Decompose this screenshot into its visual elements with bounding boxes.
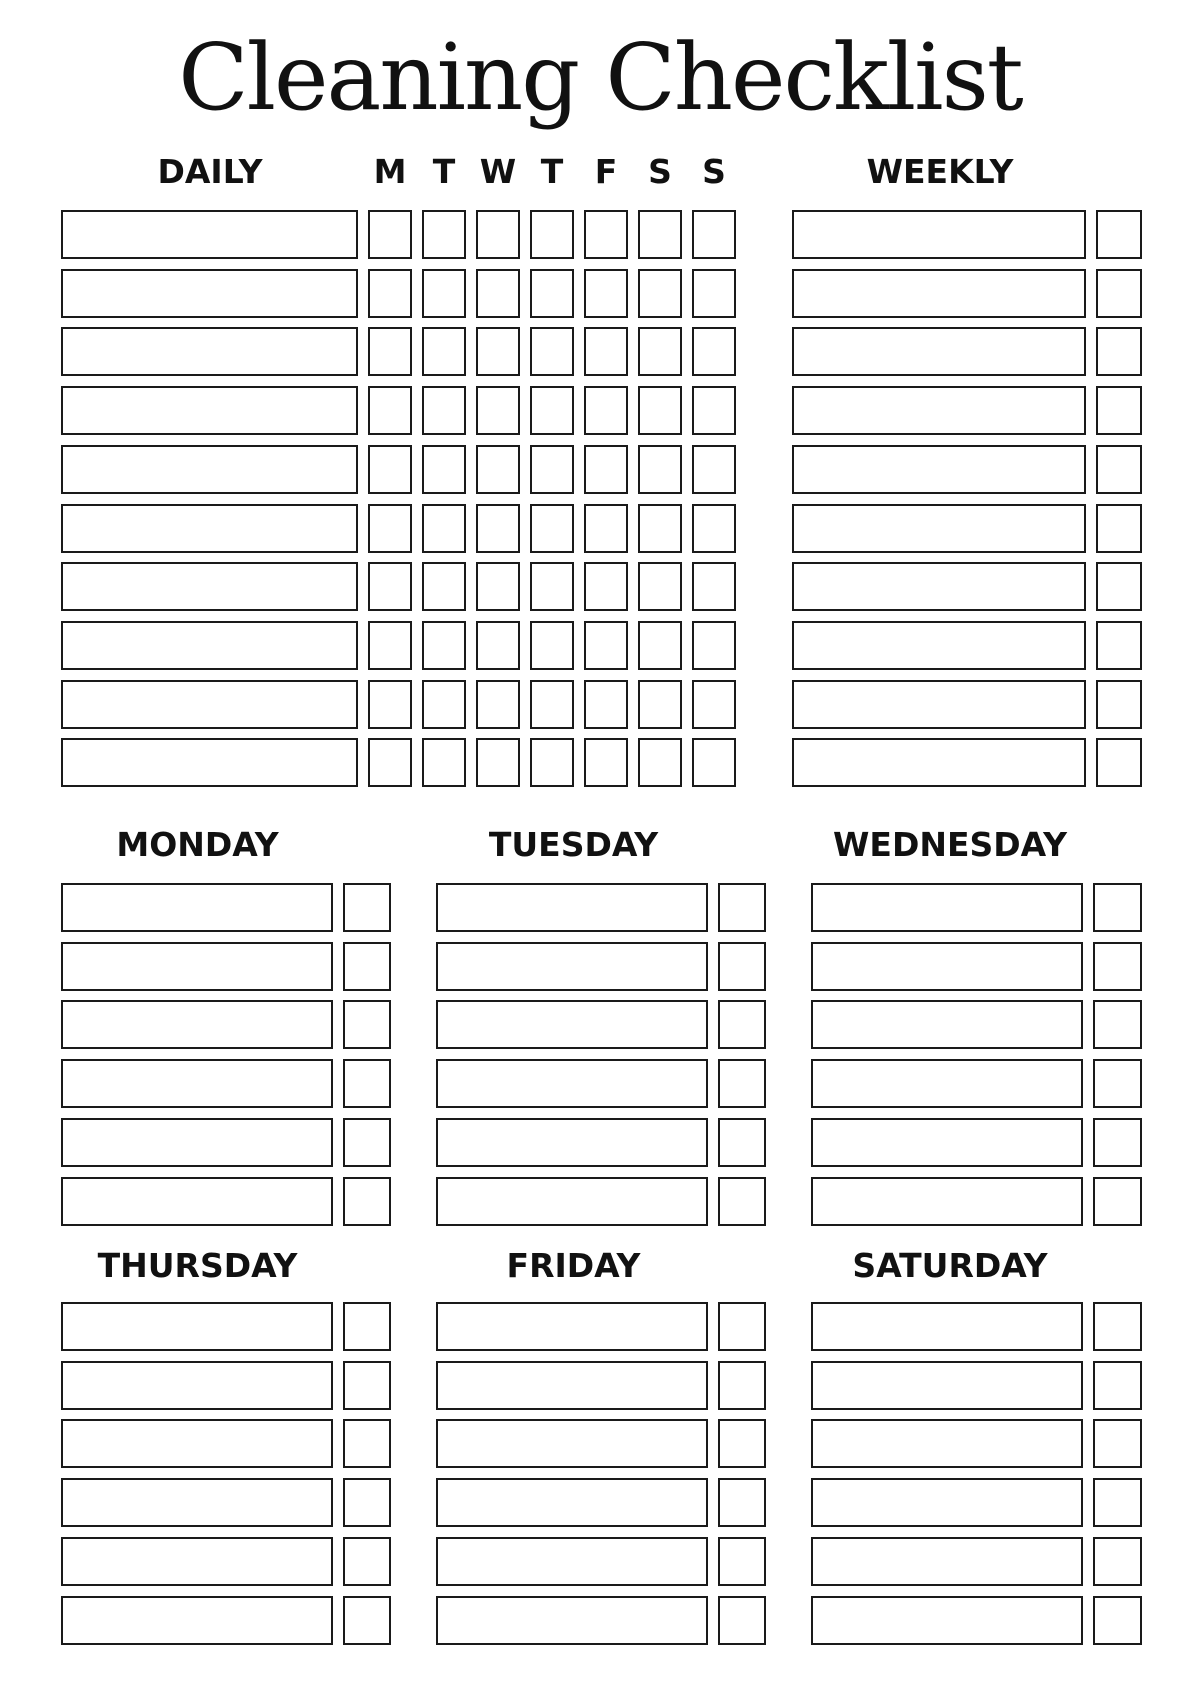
tuesday-task-field[interactable] — [436, 1059, 708, 1108]
weekly-checkbox[interactable] — [1096, 386, 1142, 435]
daily-checkbox-thu[interactable] — [530, 269, 574, 318]
thursday-task-field[interactable] — [61, 1478, 333, 1527]
friday-checkbox[interactable] — [718, 1478, 766, 1527]
saturday-task-field[interactable] — [811, 1361, 1083, 1410]
daily-task-field[interactable] — [61, 445, 358, 494]
daily-checkbox-sat[interactable] — [638, 562, 682, 611]
daily-checkbox-thu[interactable] — [530, 327, 574, 376]
monday-checkbox[interactable] — [343, 1000, 391, 1049]
daily-checkbox-mon[interactable] — [368, 738, 412, 787]
monday-task-field[interactable] — [61, 1118, 333, 1167]
daily-checkbox-mon[interactable] — [368, 504, 412, 553]
weekly-checkbox[interactable] — [1096, 210, 1142, 259]
saturday-task-field[interactable] — [811, 1596, 1083, 1645]
wednesday-checkbox[interactable] — [1093, 942, 1142, 991]
daily-checkbox-thu[interactable] — [530, 621, 574, 670]
daily-checkbox-tue[interactable] — [422, 562, 466, 611]
wednesday-task-field[interactable] — [811, 1000, 1083, 1049]
tuesday-checkbox[interactable] — [718, 1177, 766, 1226]
weekly-checkbox[interactable] — [1096, 445, 1142, 494]
thursday-checkbox[interactable] — [343, 1302, 391, 1351]
daily-checkbox-fri[interactable] — [584, 386, 628, 435]
page-title: Cleaning Checklist — [178, 24, 1022, 131]
daily-checkbox-wed[interactable] — [476, 562, 520, 611]
daily-task-field[interactable] — [61, 386, 358, 435]
weekly-task-field[interactable] — [792, 269, 1086, 318]
daily-checkbox-sat[interactable] — [638, 386, 682, 435]
tuesday-checkbox[interactable] — [718, 942, 766, 991]
daily-checkbox-tue[interactable] — [422, 621, 466, 670]
weekly-task-field[interactable] — [792, 621, 1086, 670]
saturday-checkbox[interactable] — [1093, 1596, 1142, 1645]
tuesday-checkbox[interactable] — [718, 1059, 766, 1108]
daily-checkbox-fri[interactable] — [584, 680, 628, 729]
daily-checkbox-tue[interactable] — [422, 327, 466, 376]
friday-task-field[interactable] — [436, 1596, 708, 1645]
monday-task-field[interactable] — [61, 1000, 333, 1049]
day-letter-thu: T — [540, 152, 564, 191]
daily-checkbox-wed[interactable] — [476, 386, 520, 435]
daily-checkbox-thu[interactable] — [530, 386, 574, 435]
daily-checkbox-wed[interactable] — [476, 621, 520, 670]
daily-task-field[interactable] — [61, 327, 358, 376]
daily-checkbox-sun[interactable] — [692, 210, 736, 259]
monday-checkbox[interactable] — [343, 883, 391, 932]
daily-checkbox-mon[interactable] — [368, 680, 412, 729]
tuesday-task-field[interactable] — [436, 1000, 708, 1049]
wednesday-checkbox[interactable] — [1093, 883, 1142, 932]
daily-checkbox-tue[interactable] — [422, 269, 466, 318]
daily-checkbox-thu[interactable] — [530, 445, 574, 494]
daily-checkbox-tue[interactable] — [422, 504, 466, 553]
thursday-task-field[interactable] — [61, 1302, 333, 1351]
daily-checkbox-sun[interactable] — [692, 562, 736, 611]
thursday-checkbox[interactable] — [343, 1361, 391, 1410]
wednesday-task-field[interactable] — [811, 1059, 1083, 1108]
saturday-checkbox[interactable] — [1093, 1361, 1142, 1410]
weekly-task-field[interactable] — [792, 210, 1086, 259]
weekly-checkbox[interactable] — [1096, 504, 1142, 553]
daily-task-field[interactable] — [61, 269, 358, 318]
wednesday-task-field[interactable] — [811, 1118, 1083, 1167]
saturday-task-field[interactable] — [811, 1537, 1083, 1586]
weekly-checkbox[interactable] — [1096, 269, 1142, 318]
daily-checkbox-fri[interactable] — [584, 445, 628, 494]
saturday-checkbox[interactable] — [1093, 1419, 1142, 1468]
day-letter-mon: M — [373, 152, 407, 191]
weekly-checkbox[interactable] — [1096, 680, 1142, 729]
daily-checkbox-mon[interactable] — [368, 269, 412, 318]
thursday-task-field[interactable] — [61, 1596, 333, 1645]
daily-checkbox-sun[interactable] — [692, 621, 736, 670]
thursday-checkbox[interactable] — [343, 1478, 391, 1527]
monday-task-field[interactable] — [61, 1059, 333, 1108]
monday-checkbox[interactable] — [343, 1118, 391, 1167]
daily-checkbox-thu[interactable] — [530, 738, 574, 787]
tuesday-checkbox[interactable] — [718, 1000, 766, 1049]
saturday-task-field[interactable] — [811, 1419, 1083, 1468]
tuesday-task-field[interactable] — [436, 1177, 708, 1226]
daily-checkbox-tue[interactable] — [422, 386, 466, 435]
saturday-heading: SATURDAY — [852, 1246, 1048, 1285]
saturday-task-field[interactable] — [811, 1302, 1083, 1351]
daily-checkbox-fri[interactable] — [584, 269, 628, 318]
daily-checkbox-sat[interactable] — [638, 445, 682, 494]
monday-task-field[interactable] — [61, 883, 333, 932]
daily-checkbox-sat[interactable] — [638, 269, 682, 318]
friday-checkbox[interactable] — [718, 1419, 766, 1468]
friday-checkbox[interactable] — [718, 1302, 766, 1351]
daily-checkbox-sun[interactable] — [692, 269, 736, 318]
weekly-task-field[interactable] — [792, 445, 1086, 494]
monday-checkbox[interactable] — [343, 1177, 391, 1226]
daily-checkbox-sat[interactable] — [638, 621, 682, 670]
weekly-checkbox[interactable] — [1096, 327, 1142, 376]
daily-checkbox-mon[interactable] — [368, 621, 412, 670]
friday-task-field[interactable] — [436, 1361, 708, 1410]
monday-task-field[interactable] — [61, 1177, 333, 1226]
tuesday-task-field[interactable] — [436, 942, 708, 991]
weekly-checkbox[interactable] — [1096, 562, 1142, 611]
weekly-task-field[interactable] — [792, 738, 1086, 787]
wednesday-task-field[interactable] — [811, 1177, 1083, 1226]
daily-checkbox-sat[interactable] — [638, 210, 682, 259]
tuesday-heading: TUESDAY — [488, 825, 659, 864]
weekly-task-field[interactable] — [792, 386, 1086, 435]
daily-checkbox-thu[interactable] — [530, 504, 574, 553]
daily-checkbox-tue[interactable] — [422, 210, 466, 259]
day-letter-tue: T — [432, 152, 456, 191]
friday-checkbox[interactable] — [718, 1537, 766, 1586]
daily-checkbox-sat[interactable] — [638, 738, 682, 787]
monday-heading: MONDAY — [116, 825, 279, 864]
thursday-heading: THURSDAY — [97, 1246, 298, 1285]
wednesday-heading: WEDNESDAY — [833, 825, 1067, 864]
daily-checkbox-fri[interactable] — [584, 738, 628, 787]
daily-checkbox-wed[interactable] — [476, 269, 520, 318]
daily-checkbox-fri[interactable] — [584, 562, 628, 611]
friday-checkbox[interactable] — [718, 1361, 766, 1410]
friday-heading: FRIDAY — [506, 1246, 641, 1285]
daily-checkbox-sun[interactable] — [692, 386, 736, 435]
thursday-task-field[interactable] — [61, 1361, 333, 1410]
daily-checkbox-mon[interactable] — [368, 562, 412, 611]
wednesday-task-field[interactable] — [811, 883, 1083, 932]
daily-checkbox-mon[interactable] — [368, 386, 412, 435]
tuesday-checkbox[interactable] — [718, 883, 766, 932]
daily-checkbox-sun[interactable] — [692, 504, 736, 553]
daily-checkbox-thu[interactable] — [530, 680, 574, 729]
daily-checkbox-mon[interactable] — [368, 445, 412, 494]
thursday-task-field[interactable] — [61, 1419, 333, 1468]
saturday-checkbox[interactable] — [1093, 1302, 1142, 1351]
friday-task-field[interactable] — [436, 1419, 708, 1468]
daily-checkbox-fri[interactable] — [584, 327, 628, 376]
daily-heading: DAILY — [157, 152, 263, 191]
saturday-checkbox[interactable] — [1093, 1478, 1142, 1527]
thursday-checkbox[interactable] — [343, 1596, 391, 1645]
daily-checkbox-sun[interactable] — [692, 738, 736, 787]
tuesday-task-field[interactable] — [436, 1118, 708, 1167]
weekly-task-field[interactable] — [792, 327, 1086, 376]
weekly-task-field[interactable] — [792, 680, 1086, 729]
monday-task-field[interactable] — [61, 942, 333, 991]
daily-checkbox-fri[interactable] — [584, 210, 628, 259]
daily-task-field[interactable] — [61, 738, 358, 787]
daily-checkbox-wed[interactable] — [476, 210, 520, 259]
weekly-checkbox[interactable] — [1096, 738, 1142, 787]
friday-checkbox[interactable] — [718, 1596, 766, 1645]
thursday-checkbox[interactable] — [343, 1419, 391, 1468]
wednesday-task-field[interactable] — [811, 942, 1083, 991]
tuesday-task-field[interactable] — [436, 883, 708, 932]
daily-checkbox-wed[interactable] — [476, 445, 520, 494]
tuesday-checkbox[interactable] — [718, 1118, 766, 1167]
thursday-checkbox[interactable] — [343, 1537, 391, 1586]
day-letter-sun: S — [702, 152, 726, 191]
daily-checkbox-sun[interactable] — [692, 680, 736, 729]
daily-checkbox-wed[interactable] — [476, 738, 520, 787]
daily-task-field[interactable] — [61, 504, 358, 553]
saturday-checkbox[interactable] — [1093, 1537, 1142, 1586]
daily-checkbox-thu[interactable] — [530, 562, 574, 611]
daily-checkbox-tue[interactable] — [422, 738, 466, 787]
wednesday-checkbox[interactable] — [1093, 1118, 1142, 1167]
weekly-task-field[interactable] — [792, 562, 1086, 611]
daily-checkbox-sun[interactable] — [692, 327, 736, 376]
daily-checkbox-mon[interactable] — [368, 210, 412, 259]
daily-task-field[interactable] — [61, 210, 358, 259]
daily-checkbox-wed[interactable] — [476, 327, 520, 376]
daily-task-field[interactable] — [61, 680, 358, 729]
day-letter-sat: S — [648, 152, 672, 191]
daily-checkbox-tue[interactable] — [422, 445, 466, 494]
wednesday-checkbox[interactable] — [1093, 1059, 1142, 1108]
weekly-checkbox[interactable] — [1096, 621, 1142, 670]
daily-checkbox-sat[interactable] — [638, 327, 682, 376]
daily-checkbox-wed[interactable] — [476, 504, 520, 553]
monday-checkbox[interactable] — [343, 1059, 391, 1108]
daily-task-field[interactable] — [61, 621, 358, 670]
daily-checkbox-tue[interactable] — [422, 680, 466, 729]
thursday-task-field[interactable] — [61, 1537, 333, 1586]
daily-checkbox-sat[interactable] — [638, 504, 682, 553]
friday-task-field[interactable] — [436, 1478, 708, 1527]
daily-checkbox-sun[interactable] — [692, 445, 736, 494]
friday-task-field[interactable] — [436, 1302, 708, 1351]
saturday-task-field[interactable] — [811, 1478, 1083, 1527]
day-letter-wed: W — [479, 152, 517, 191]
wednesday-checkbox[interactable] — [1093, 1177, 1142, 1226]
daily-checkbox-sat[interactable] — [638, 680, 682, 729]
daily-checkbox-fri[interactable] — [584, 621, 628, 670]
wednesday-checkbox[interactable] — [1093, 1000, 1142, 1049]
day-letter-fri: F — [594, 152, 618, 191]
weekly-task-field[interactable] — [792, 504, 1086, 553]
friday-task-field[interactable] — [436, 1537, 708, 1586]
daily-checkbox-mon[interactable] — [368, 327, 412, 376]
monday-checkbox[interactable] — [343, 942, 391, 991]
daily-checkbox-thu[interactable] — [530, 210, 574, 259]
weekly-heading: WEEKLY — [866, 152, 1014, 191]
daily-checkbox-wed[interactable] — [476, 680, 520, 729]
daily-checkbox-fri[interactable] — [584, 504, 628, 553]
daily-task-field[interactable] — [61, 562, 358, 611]
